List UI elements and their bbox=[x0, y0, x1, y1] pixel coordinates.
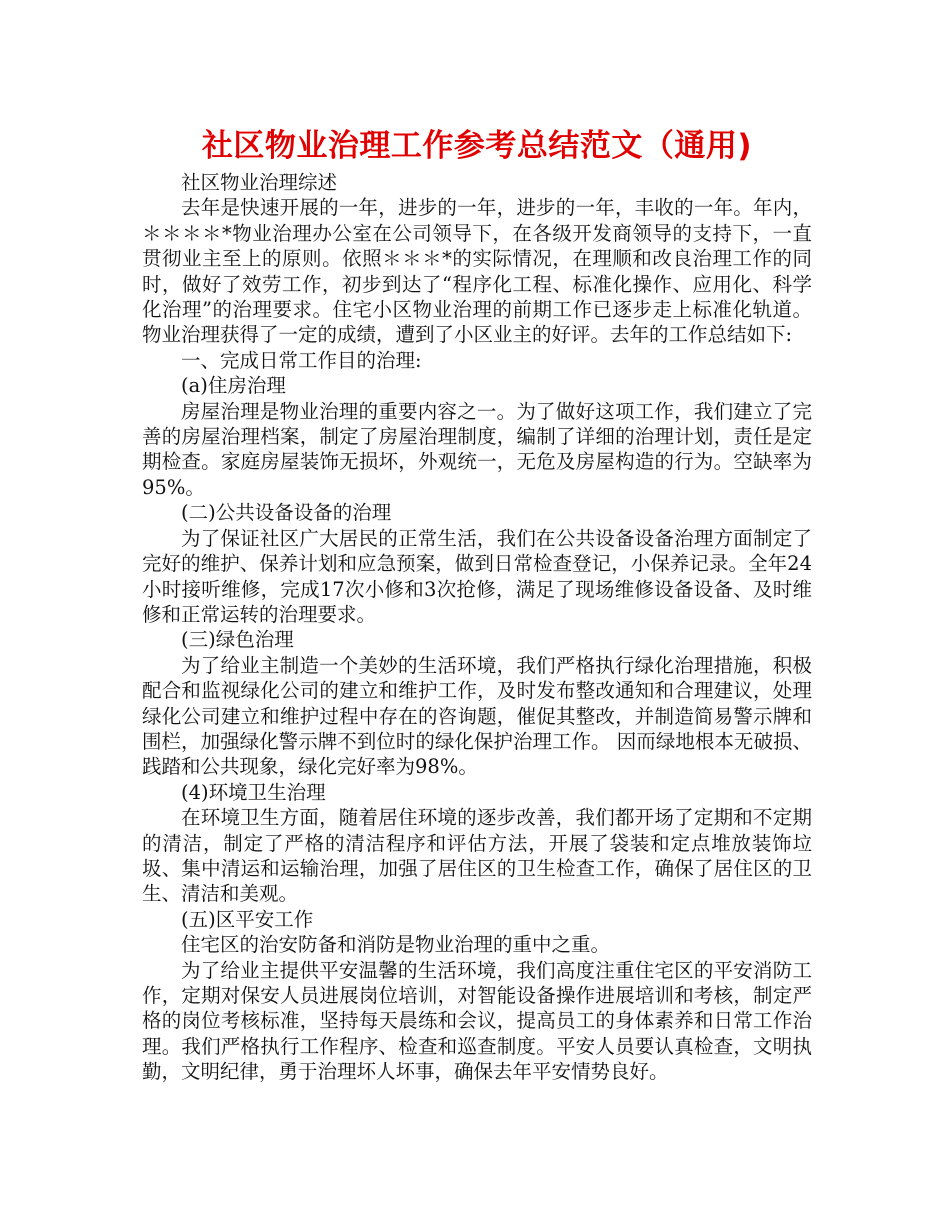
sanitation-heading: (4)环境卫生治理 bbox=[181, 780, 326, 804]
housing-heading: (a)住房治理 bbox=[181, 374, 286, 398]
sanitation-paragraph: 在环境卫生方面，随着居住环境的逐步改善，我们都开场了定期和不定期的清洁，制定了严格的清洁程序和评估方法，开展了袋装和定点堆放装饰垃圾、集中清运和运输治理，加强了居住区的卫生检查工作，确保了居住区的卫生、清洁和美观。 bbox=[142, 806, 812, 906]
housing-paragraph: 房屋治理是物业治理的重要内容之一。为了做好这项工作，我们建立了完善的房屋治理档案，制定了房屋治理制度，编制了详细的治理计划，责任是定期检查。家庭房屋装饰无损坏，外观统一，无危及房屋构造的行为。空缺率为95%。 bbox=[142, 399, 812, 499]
security-heading: (五)区平安工作 bbox=[181, 907, 314, 931]
security-paragraph: 为了给业主提供平安温馨的生活环境，我们高度注重住宅区的平安消防工作，定期对保安人员进展岗位培训，对智能设备操作进展培训和考核，制定严格的岗位考核标准，坚持每天晨练和会议，提高员工的身体素养和日常工作治理。我们严格执行工作程序、检查和巡查制度。平安人员要认真检查，文明执勤，文明纪律，勇于治理坏人坏事，确保去年平安情势良好。 bbox=[142, 958, 812, 1084]
document-body bbox=[142, 170, 812, 1085]
greening-heading: (三)绿色治理 bbox=[181, 628, 294, 652]
greening-paragraph: 为了给业主制造一个美妙的生活环境，我们严格执行绿化治理措施，积极配合和监视绿化公司的建立和维护工作，及时发布整改通知和合理建议，处理绿化公司建立和维护过程中存在的咨询题，催促其整改，并制造简易警示牌和围栏，加强绿化警示牌不到位时的绿化保护治理工作。 因而绿地根本无破损、践踏和公共现象，绿化完好率为98%。 bbox=[142, 653, 812, 779]
facilities-heading: (二)公共设备设备的治理 bbox=[181, 501, 392, 525]
section-1-heading: 一、完成日常工作目的治理: bbox=[181, 348, 422, 372]
overview-heading: 社区物业治理综述 bbox=[181, 171, 338, 194]
intro-paragraph: 去年是快速开展的一年，进步的一年，进步的一年，丰收的一年。年内，＊＊＊＊*物业治理办公室在公司领导下，在各级开发商领导的支持下，一直贯彻业主至上的原则。依照＊＊＊*的实际情况，在理顺和改良治理工作的同时，做好了效劳工作，初步到达了“程序化工程、标准化操作、应用化、科学化治理”的治理要求。住宅小区物业治理的前期工作已逐步走上标准化轨道。物业治理获得了一定的成绩，遭到了小区业主的好评。去年的工作总结如下: bbox=[142, 196, 812, 347]
document-page bbox=[142, 126, 812, 1085]
security-intro-paragraph: 住宅区的治安防备和消防是物业治理的重中之重。 bbox=[181, 933, 611, 957]
facilities-paragraph: 为了保证社区广大居民的正常生活，我们在公共设备设备治理方面制定了完好的维护、保养计划和应急预案，做到日常检查登记，小保养记录。全年24小时接听维修，完成17次小修和3次抢修，满足了现场维修设备设备、及时维修和正常运转的治理要求。 bbox=[142, 526, 812, 626]
document-title: 社区物业治理工作参考总结范文（通用) bbox=[201, 128, 753, 164]
